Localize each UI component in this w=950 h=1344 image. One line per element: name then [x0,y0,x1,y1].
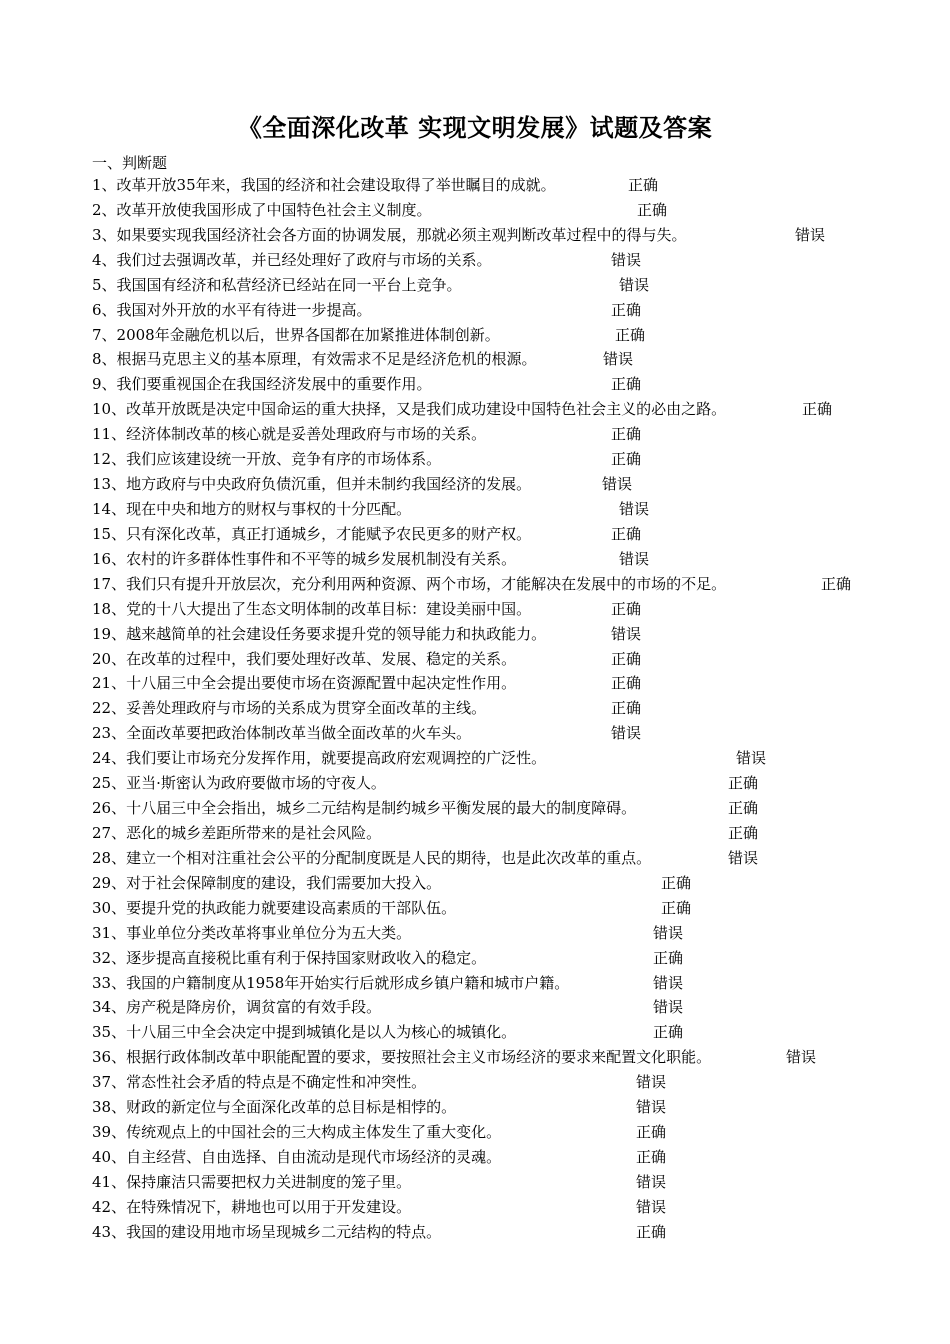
answer-label: 正确 [661,873,692,892]
question-text: 2、改革开放使我国形成了中国特色社会主义制度。 [92,200,432,219]
answer-label: 正确 [636,1222,667,1241]
question-item [92,871,892,896]
answer-label: 正确 [611,699,642,718]
question-item [92,1020,892,1045]
answer-label: 错误 [653,998,684,1017]
answer-label: 错误 [636,1098,667,1117]
question-text: 38、财政的新定位与全面深化改革的总目标是相悖的。 [92,1098,457,1117]
question-item [92,721,892,746]
answer-label: 错误 [619,549,650,568]
question-text: 27、恶化的城乡差距所带来的是社会风险。 [92,823,382,842]
question-item [92,547,892,572]
question-text: 4、我们过去强调改革，并已经处理好了政府与市场的关系。 [92,250,492,269]
question-item [92,248,892,273]
question-item [92,497,892,522]
answer-label: 错误 [611,724,642,743]
question-item [92,223,892,248]
answer-label: 错误 [653,923,684,942]
question-text: 21、十八届三中全会提出要使市场在资源配置中起决定性作用。 [92,674,517,693]
answer-label: 错误 [636,1172,667,1191]
question-item [92,173,892,198]
question-text: 33、我国的户籍制度从1958年开始实行后就形成乡镇户籍和城市户籍。 [92,973,570,992]
answer-label: 正确 [615,325,646,344]
answer-label: 正确 [637,200,668,219]
question-text: 28、建立一个相对注重社会公平的分配制度既是人民的期待，也是此次改革的重点。 [92,848,652,867]
question-text: 35、十八届三中全会决定中提到城镇化是以人为核心的城镇化。 [92,1023,517,1042]
answer-label: 错误 [611,624,642,643]
answer-label: 正确 [661,898,692,917]
answer-label: 正确 [636,1123,667,1142]
question-item [92,1195,892,1220]
question-item [92,323,892,348]
question-text: 41、保持廉洁只需要把权力关进制度的笼子里。 [92,1172,412,1191]
answer-label: 正确 [611,674,642,693]
answer-label: 正确 [728,774,759,793]
question-item [92,1145,892,1170]
answer-label: 正确 [611,450,642,469]
question-text: 37、常态性社会矛盾的特点是不确定性和冲突性。 [92,1073,427,1092]
question-item [92,647,892,672]
question-item [92,273,892,298]
question-text: 16、农村的许多群体性事件和不平等的城乡发展机制没有关系。 [92,549,517,568]
answer-label: 正确 [821,574,852,593]
answer-label: 正确 [636,1147,667,1166]
question-text: 19、越来越简单的社会建设任务要求提升党的领导能力和执政能力。 [92,624,547,643]
question-text: 32、逐步提高直接税比重有利于保持国家财政收入的稳定。 [92,948,487,967]
question-text: 43、我国的建设用地市场呈现城乡二元结构的特点。 [92,1222,442,1241]
question-text: 17、我们只有提升开放层次，充分利用两种资源、两个市场，才能解决在发展中的市场的不足。 [92,574,727,593]
answer-label: 错误 [786,1048,817,1067]
question-text: 14、现在中央和地方的财权与事权的十分匹配。 [92,499,412,518]
question-item [92,397,892,422]
question-text: 26、十八届三中全会指出，城乡二元结构是制约城乡平衡发展的最大的制度障碍。 [92,799,637,818]
answer-label: 正确 [653,1023,684,1042]
question-text: 9、我们要重视国企在我国经济发展中的重要作用。 [92,375,432,394]
answer-label: 正确 [611,300,642,319]
question-text: 29、对于社会保障制度的建设，我们需要加大投入。 [92,873,442,892]
question-item [92,971,892,996]
question-text: 39、传统观点上的中国社会的三大构成主体发生了重大变化。 [92,1123,502,1142]
question-item [92,771,892,796]
answer-label: 错误 [636,1073,667,1092]
question-item [92,921,892,946]
question-item [92,696,892,721]
answer-label: 正确 [728,799,759,818]
question-text: 3、如果要实现我国经济社会各方面的协调发展，那就必须主观判断改革过程中的得与失。 [92,225,687,244]
question-item [92,1220,892,1245]
answer-label: 错误 [619,499,650,518]
answer-label: 正确 [611,524,642,543]
question-item [92,821,892,846]
question-item [92,522,892,547]
question-item [92,846,892,871]
question-text: 18、党的十八大提出了生态文明体制的改革目标：建设美丽中国。 [92,599,532,618]
question-text: 31、事业单位分类改革将事业单位分为五大类。 [92,923,412,942]
question-item [92,1045,892,1070]
question-item [92,946,892,971]
question-item [92,746,892,771]
question-text: 23、全面改革要把政治体制改革当做全面改革的火车头。 [92,724,472,743]
question-text: 10、改革开放既是决定中国命运的重大抉择，又是我们成功建设中国特色社会主义的必由之路。 [92,400,727,419]
answer-label: 错误 [602,475,633,494]
answer-label: 错误 [603,350,634,369]
question-text: 34、房产税是降房价，调贫富的有效手段。 [92,998,382,1017]
question-item [92,995,892,1020]
answer-label: 正确 [611,599,642,618]
question-item [92,622,892,647]
section-heading: 一、判断题 [92,154,168,172]
document-title: 《全面深化改革 实现文明发展》试题及答案 [237,114,713,142]
question-item [92,572,892,597]
question-text: 42、在特殊情况下，耕地也可以用于开发建设。 [92,1197,412,1216]
answer-label: 错误 [736,749,767,768]
answer-label: 正确 [728,823,759,842]
question-text: 30、要提升党的执政能力就要建设高素质的干部队伍。 [92,898,457,917]
question-text: 22、妥善处理政府与市场的关系成为贯穿全面改革的主线。 [92,699,487,718]
question-item [92,1120,892,1145]
answer-label: 正确 [611,375,642,394]
question-item [92,796,892,821]
answer-label: 正确 [653,948,684,967]
question-text: 20、在改革的过程中，我们要处理好改革、发展、稳定的关系。 [92,649,517,668]
answer-label: 错误 [728,848,759,867]
question-text: 24、我们要让市场充分发挥作用，就要提高政府宏观调控的广泛性。 [92,749,547,768]
question-text: 6、我国对外开放的水平有待进一步提高。 [92,300,372,319]
question-item [92,372,892,397]
question-item [92,597,892,622]
question-item [92,896,892,921]
question-text: 11、经济体制改革的核心就是妥善处理政府与市场的关系。 [92,425,487,444]
question-text: 40、自主经营、自由选择、自由流动是现代市场经济的灵魂。 [92,1147,502,1166]
question-item [92,347,892,372]
answer-label: 错误 [795,225,826,244]
answer-label: 正确 [628,176,659,194]
question-text: 7、2008年金融危机以后，世界各国都在加紧推进体制创新。 [92,325,500,344]
question-text: 1、改革开放35年来，我国的经济和社会建设取得了举世瞩目的成就。 [92,176,556,194]
answer-label: 错误 [636,1197,667,1216]
question-item [92,472,892,497]
question-item [92,1170,892,1195]
answer-label: 正确 [611,649,642,668]
question-text: 13、地方政府与中央政府负债沉重，但并未制约我国经济的发展。 [92,475,532,494]
question-text: 15、只有深化改革，真正打通城乡，才能赋予农民更多的财产权。 [92,524,532,543]
question-item [92,1095,892,1120]
question-text: 8、根据马克思主义的基本原理，有效需求不足是经济危机的根源。 [92,350,537,369]
question-item [92,447,892,472]
question-list [92,173,892,1245]
answer-label: 正确 [802,400,833,419]
question-item [92,1070,892,1095]
question-text: 36、根据行政体制改革中职能配置的要求，要按照社会主义市场经济的要求来配置文化职能。 [92,1048,712,1067]
question-item [92,671,892,696]
answer-label: 错误 [611,250,642,269]
question-text: 5、我国国有经济和私营经济已经站在同一平台上竞争。 [92,275,462,294]
answer-label: 错误 [653,973,684,992]
question-text: 25、亚当·斯密认为政府要做市场的守夜人。 [92,774,386,793]
question-item [92,298,892,323]
answer-label: 正确 [611,425,642,444]
question-text: 12、我们应该建设统一开放、竞争有序的市场体系。 [92,450,442,469]
question-item [92,198,892,223]
question-item [92,422,892,447]
answer-label: 错误 [619,275,650,294]
